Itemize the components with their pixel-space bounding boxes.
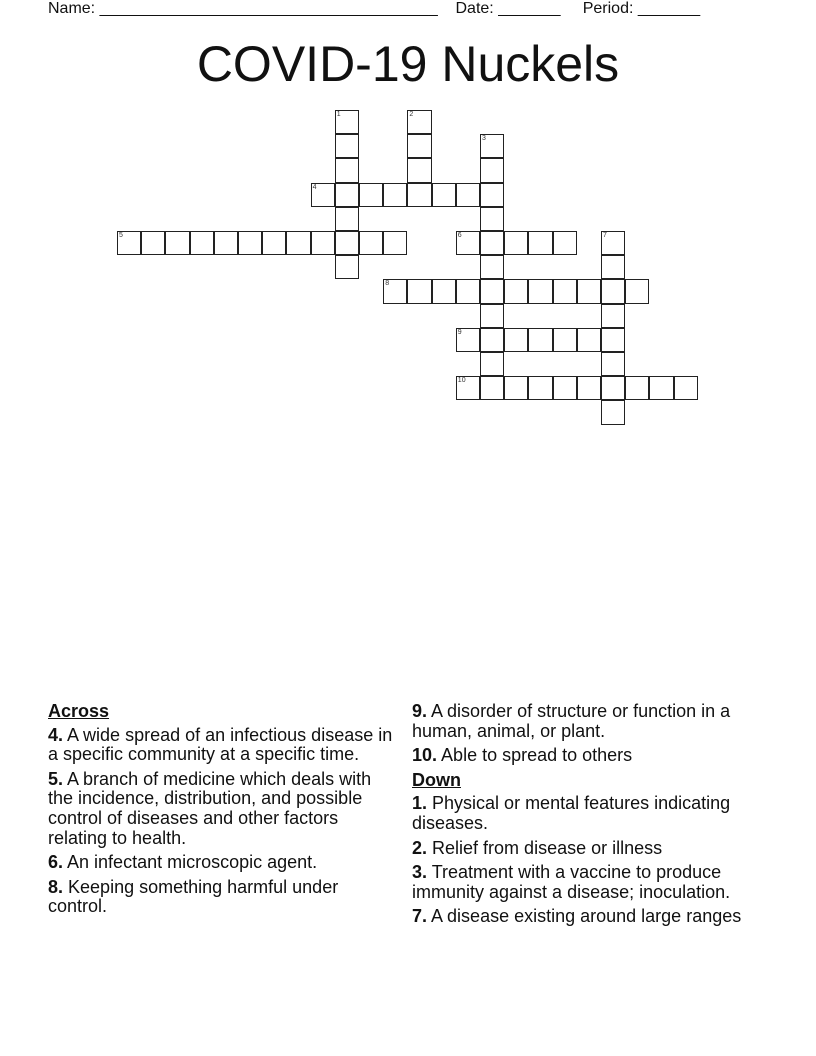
grid-cell[interactable] [480,304,504,328]
grid-cell[interactable] [335,231,359,255]
clue-across-5: 5. A branch of medicine which deals with the incidence, distribution, and possible control of diseases and other factors relating to health. [48,768,372,848]
clue-number: 2 [409,111,414,118]
grid-cell[interactable] [504,279,528,303]
clue-across-9: 9. A disorder of structure or function in a human, animal, or plant. [412,701,731,741]
clue-number: 1 [336,111,341,118]
grid-cell[interactable] [528,328,552,352]
grid-cell[interactable] [456,279,480,303]
grid-cell[interactable] [480,279,504,303]
grid-cell[interactable] [480,207,504,231]
grid-cell[interactable] [432,183,456,207]
clue-number: 4 [312,183,317,191]
grid-cell[interactable] [601,304,625,328]
grid-cell[interactable] [577,376,601,400]
clues-left-column [48,702,393,922]
grid-cell[interactable] [649,376,673,400]
grid-cell[interactable] [625,376,649,400]
grid-cell[interactable] [601,231,625,255]
header-fields [48,0,700,18]
clue-across-10: 10. Able to spread to others [412,745,633,766]
grid-cell[interactable] [601,376,625,400]
grid-cell[interactable] [456,183,480,207]
grid-cell[interactable] [335,134,359,158]
clue-across-4: 4. A wide spread of an infectious disease in a specific community at a specific time. [48,724,393,765]
date-field-label[interactable]: Date: _______ [455,0,561,17]
clue-number: 7 [603,232,607,239]
grid-cell[interactable] [383,183,407,207]
grid-cell[interactable] [432,279,456,303]
grid-cell[interactable] [504,376,528,400]
grid-cell[interactable] [504,328,528,352]
period-field-label[interactable]: Period: _______ [582,0,701,17]
grid-cell[interactable] [601,328,625,352]
grid-cell[interactable] [335,255,359,279]
grid-cell[interactable] [407,110,431,134]
grid-cell[interactable] [504,231,528,255]
grid-cell[interactable] [601,255,625,279]
clue-down-7: 7. A disease existing around large ranges [412,906,742,927]
grid-cell[interactable] [480,183,504,207]
grid-cell[interactable] [480,231,504,255]
down-heading: Down [412,769,461,790]
grid-cell[interactable] [601,279,625,303]
grid-cell[interactable] [528,231,552,255]
clue-number: 5 [119,232,123,239]
grid-cell[interactable] [553,231,577,255]
clue-number: 8 [385,280,390,288]
grid-cell[interactable] [335,183,359,207]
grid-cell[interactable] [214,231,238,255]
page-title: COVID-19 Nuckels [196,36,620,92]
grid-cell[interactable] [480,134,504,158]
across-heading: Across [48,701,110,721]
grid-cell[interactable] [625,279,649,303]
grid-cell[interactable] [480,352,504,376]
clues-right-column [412,702,752,932]
grid-cell[interactable] [335,207,359,231]
grid-cell[interactable] [311,231,335,255]
grid-cell[interactable] [407,183,431,207]
clue-number: 6 [457,232,462,239]
grid-cell[interactable] [456,231,480,255]
grid-cell[interactable] [286,231,310,255]
grid-cell[interactable] [674,376,698,400]
grid-cell[interactable] [480,328,504,352]
grid-cell[interactable] [383,231,407,255]
clue-number: 3 [482,135,486,143]
grid-cell[interactable] [335,110,359,134]
grid-cell[interactable] [359,183,383,207]
clue-number: 10 [457,377,466,385]
clue-down-1: 1. Physical or mental features indicating diseases. [412,793,731,833]
grid-cell[interactable] [577,279,601,303]
grid-cell[interactable] [141,231,165,255]
grid-cell[interactable] [480,255,504,279]
grid-cell[interactable] [335,158,359,182]
grid-cell[interactable] [480,376,504,400]
grid-cell[interactable] [553,376,577,400]
grid-cell[interactable] [407,279,431,303]
grid-cell[interactable] [262,231,286,255]
grid-cell[interactable] [165,231,189,255]
grid-cell[interactable] [601,352,625,376]
grid-cell[interactable] [359,231,383,255]
clue-down-3: 3. Treatment with a vaccine to produce immunity against a disease; inoculation. [412,862,731,902]
grid-cell[interactable] [528,376,552,400]
grid-cell[interactable] [407,134,431,158]
grid-cell[interactable] [456,328,480,352]
grid-cell[interactable] [117,231,141,255]
grid-cell[interactable] [601,400,625,424]
grid-cell[interactable] [553,279,577,303]
grid-cell[interactable] [311,183,335,207]
grid-cell[interactable] [407,158,431,182]
grid-cell[interactable] [456,376,480,400]
grid-cell[interactable] [577,328,601,352]
clue-across-6: 6. An infectant microscopic agent. [48,852,318,873]
grid-cell[interactable] [383,279,407,303]
clue-across-8: 8. Keeping something harmful under control. [48,876,339,917]
grid-cell[interactable] [553,328,577,352]
grid-cell[interactable] [528,279,552,303]
grid-cell[interactable] [238,231,262,255]
grid-cell[interactable] [480,158,504,182]
grid-cell[interactable] [190,231,214,255]
clue-number: 9 [457,328,462,336]
name-field-label[interactable]: Name: ______________________________________ [48,0,438,17]
clue-down-2: 2. Relief from disease or illness [412,837,663,858]
